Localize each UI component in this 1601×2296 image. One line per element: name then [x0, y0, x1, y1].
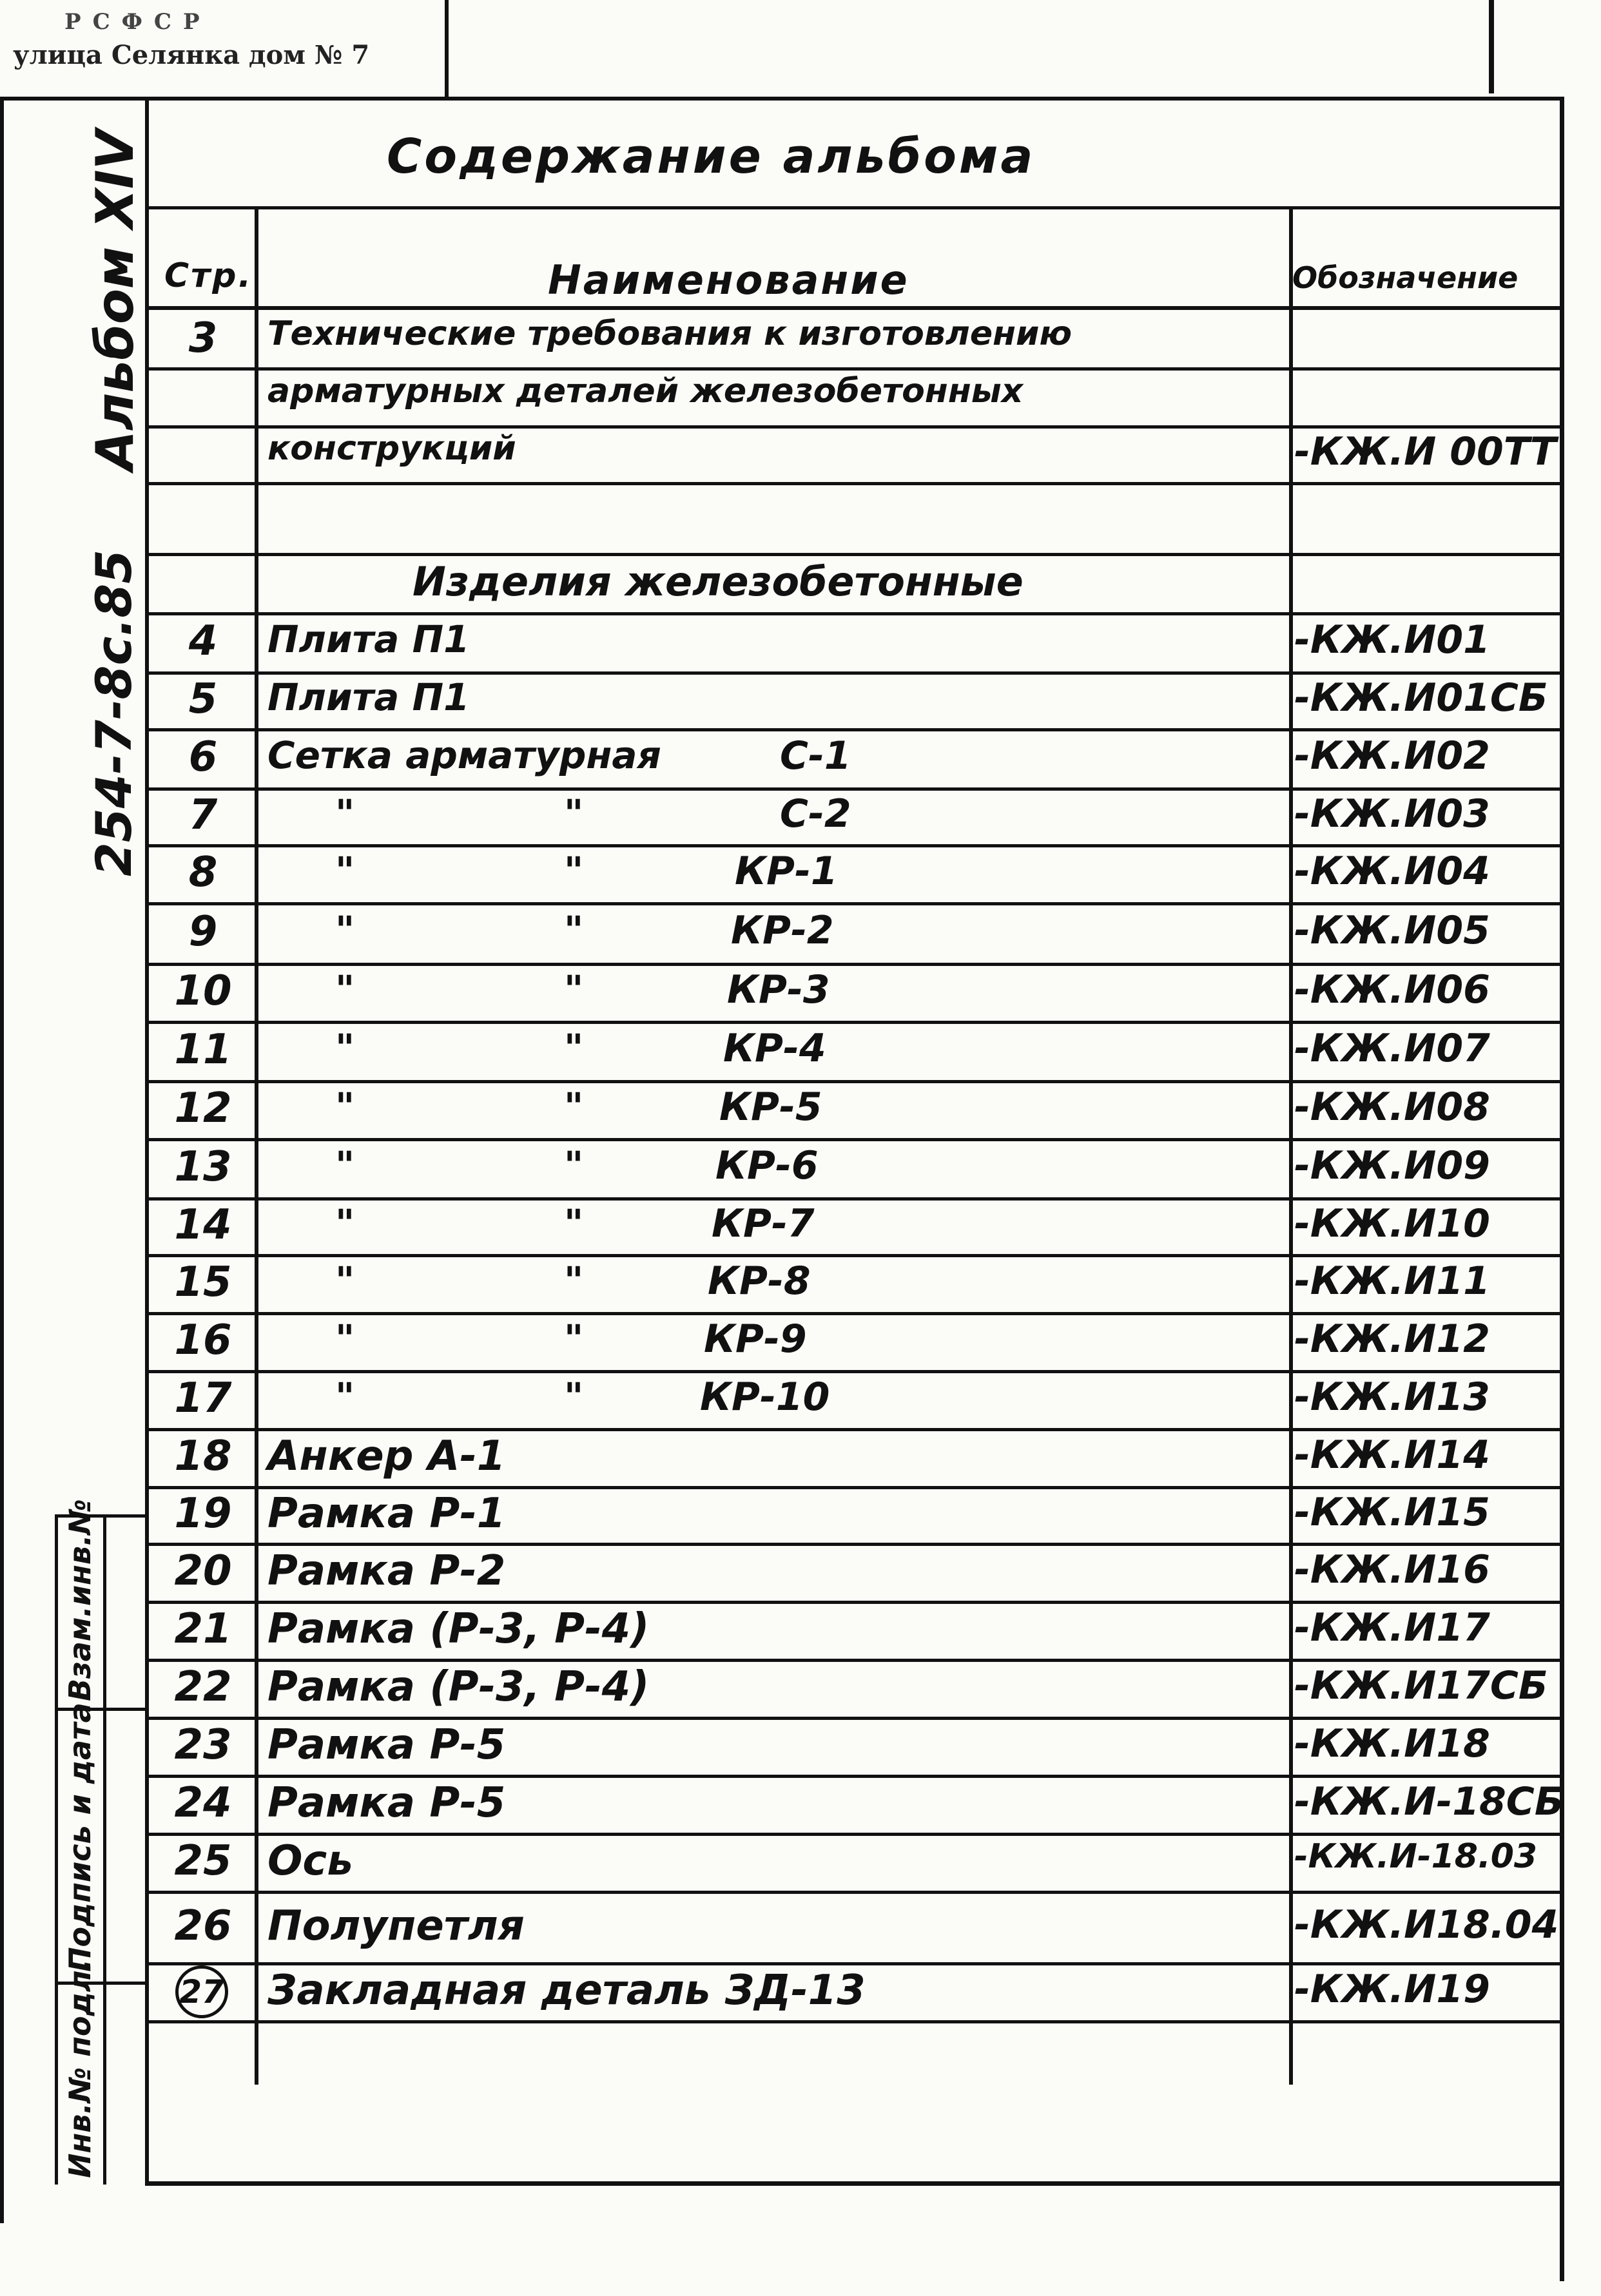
row-page: 4 — [188, 617, 218, 665]
row-designation: -КЖ.И13 — [1294, 1375, 1490, 1420]
row-designation: -КЖ.И09 — [1294, 1143, 1490, 1188]
row-page: 23 — [174, 1721, 232, 1769]
row-name: Сетка арматурная — [267, 733, 661, 777]
row-mark: КР-3 — [727, 967, 830, 1012]
row-page: 19 — [174, 1490, 232, 1538]
row-designation: -КЖ.И17СБ — [1294, 1663, 1548, 1708]
row-page: 25 — [174, 1837, 232, 1885]
row-designation: -КЖ.И12 — [1294, 1317, 1490, 1362]
row-ditto: " — [564, 1085, 584, 1128]
row-name: Рамка Р-1 — [267, 1490, 506, 1538]
row-page: 22 — [174, 1663, 232, 1711]
row-mark: КР-6 — [715, 1143, 819, 1188]
row-mark: КР-5 — [719, 1085, 822, 1130]
row-ditto: " — [564, 967, 584, 1011]
row-name: Рамка Р-2 — [267, 1547, 506, 1595]
row-name: Ось — [267, 1837, 353, 1885]
row-designation: -КЖ.И15 — [1294, 1490, 1490, 1535]
row-ditto: " — [564, 849, 584, 892]
row-ditto: " — [335, 908, 355, 952]
row-page: 21 — [174, 1605, 232, 1653]
row-ditto: " — [564, 791, 584, 835]
row-mark: КР-1 — [735, 849, 838, 894]
row-designation: -КЖ.И08 — [1294, 1085, 1490, 1130]
row-ditto: " — [335, 791, 355, 835]
row-name: Анкер А-1 — [267, 1433, 506, 1480]
row-ditto: " — [564, 1375, 584, 1418]
row-ditto: " — [564, 1026, 584, 1070]
row-name: Изделия железобетонные — [412, 558, 1024, 605]
row-designation: -КЖ.И02 — [1294, 733, 1490, 778]
row-ditto: " — [335, 1375, 355, 1418]
row-name: Рамка Р-5 — [267, 1721, 506, 1769]
archive-stamp — [0, 0, 449, 101]
row-page: 18 — [174, 1433, 232, 1480]
row-designation: -КЖ.И17 — [1294, 1605, 1490, 1650]
row-ditto: " — [335, 1201, 355, 1245]
row-mark: КР-7 — [712, 1201, 815, 1246]
row-name: арматурных деталей железобетонных — [267, 372, 1024, 410]
row-designation: -КЖ.И03 — [1294, 791, 1490, 836]
row-page: 12 — [174, 1085, 232, 1132]
row-name: Плита П1 — [267, 675, 470, 719]
row-ditto: " — [335, 1026, 355, 1070]
signature-label: Подпись и дата — [63, 1703, 97, 1972]
row-designation: -КЖ.И10 — [1294, 1201, 1490, 1246]
row-page: 5 — [188, 675, 218, 723]
stamp-line-2: улица Селянка дом № 7 — [13, 40, 370, 70]
row-designation: -КЖ.И01 — [1294, 617, 1490, 662]
page-title: Содержание альбома — [387, 129, 1036, 184]
row-ditto: " — [335, 1143, 355, 1187]
row-ditto: " — [564, 1201, 584, 1245]
row-name: Рамка Р-5 — [267, 1779, 506, 1827]
row-ditto: " — [335, 1317, 355, 1360]
header-name: Наименование — [548, 256, 909, 304]
row-page: 7 — [188, 791, 218, 839]
row-designation: -КЖ.И-18.03 — [1294, 1837, 1538, 1876]
row-name: конструкций — [267, 429, 516, 468]
row-mark: КР-2 — [731, 908, 834, 953]
row-name: Плита П1 — [267, 617, 470, 661]
row-ditto: " — [335, 1085, 355, 1128]
row-page: 14 — [174, 1201, 232, 1249]
stamp-line-1: РСФСР — [64, 9, 211, 35]
row-designation: -КЖ.И07 — [1294, 1026, 1490, 1071]
inv-label: Инв.№ подл. — [63, 1959, 97, 2178]
row-designation: -КЖ.И06 — [1294, 967, 1490, 1012]
row-designation: -КЖ.И19 — [1294, 1967, 1490, 2012]
row-ditto: " — [335, 849, 355, 892]
row-page: 9 — [188, 908, 218, 956]
album-label: Альбом XIV — [85, 130, 145, 470]
row-ditto: " — [564, 908, 584, 952]
row-ditto: " — [335, 967, 355, 1011]
series-label: 254-7-8с.85 — [85, 549, 142, 876]
row-mark: С-2 — [780, 791, 851, 836]
row-name: Технические требования к изготовлению — [267, 314, 1072, 353]
row-page: 8 — [188, 849, 218, 896]
row-page: 26 — [174, 1902, 232, 1950]
row-designation: -КЖ.И-18СБ — [1294, 1779, 1564, 1824]
row-page: 3 — [188, 314, 218, 362]
header-page: Стр. — [164, 256, 253, 295]
row-page: 10 — [174, 967, 232, 1015]
row-designation: -КЖ.И05 — [1294, 908, 1490, 953]
row-name: Закладная деталь ЗД-13 — [267, 1967, 866, 2014]
replacement-label: Взам.инв.№ — [63, 1499, 97, 1701]
row-name: Полупетля — [267, 1902, 525, 1950]
row-page: 6 — [188, 733, 218, 781]
row-mark: КР-4 — [723, 1026, 826, 1071]
row-ditto: " — [564, 1259, 584, 1302]
row-ditto: " — [564, 1143, 584, 1187]
row-name: Рамка (Р-3, Р-4) — [267, 1605, 650, 1653]
row-designation: -КЖ.И11 — [1294, 1259, 1490, 1304]
row-mark: КР-10 — [700, 1375, 830, 1420]
row-designation: -КЖ.И18.04 — [1294, 1902, 1559, 1947]
row-mark: КР-8 — [708, 1259, 811, 1304]
row-page: 11 — [174, 1026, 232, 1074]
row-mark: С-1 — [780, 733, 851, 778]
row-page: 16 — [174, 1317, 232, 1364]
row-page: 24 — [174, 1779, 232, 1827]
row-page: 15 — [174, 1259, 232, 1306]
row-page: 13 — [174, 1143, 232, 1191]
row-page: 17 — [174, 1375, 232, 1422]
header-designation: Обозначение — [1292, 260, 1519, 295]
row-designation: -КЖ.И 00ТТ — [1294, 429, 1557, 474]
row-ditto: " — [335, 1259, 355, 1302]
row-designation: -КЖ.И04 — [1294, 849, 1490, 894]
row-name: Рамка (Р-3, Р-4) — [267, 1663, 650, 1711]
row-ditto: " — [564, 1317, 584, 1360]
row-designation: -КЖ.И18 — [1294, 1721, 1490, 1766]
row-page: 27 — [175, 1965, 228, 2018]
row-designation: -КЖ.И01СБ — [1294, 675, 1548, 720]
row-page: 20 — [174, 1547, 232, 1595]
row-designation: -КЖ.И16 — [1294, 1547, 1490, 1592]
row-designation: -КЖ.И14 — [1294, 1433, 1490, 1478]
row-mark: КР-9 — [704, 1317, 807, 1362]
